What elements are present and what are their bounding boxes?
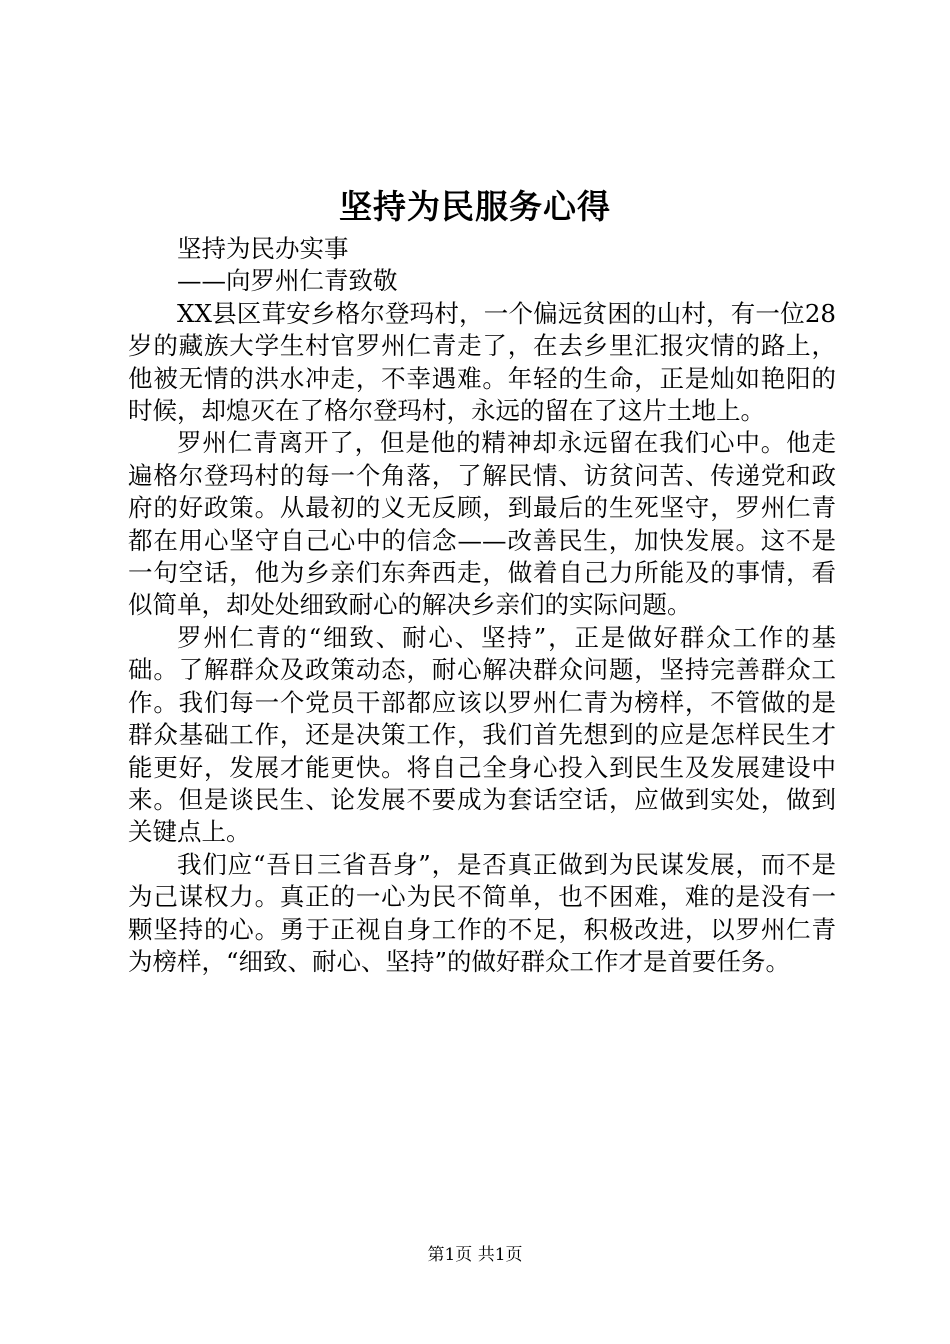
paragraph-1: XX县区茸安乡格尔登玛村，一个偏远贫困的山村，有一位28岁的藏族大学生村官罗州仁青走了，在去乡里汇报灾情的路上，他被无情的洪水冲走，不幸遇难。年轻的生命，正是灿如艳阳的时候，却熄灭在了格尔登玛村，永远的留在了这片土地上。 (128, 298, 836, 426)
paragraph-4: 我们应“吾日三省吾身”，是否真正做到为民谋发展，而不是为己谋权力。真正的一心为民不简单，也不困难，难的是没有一颗坚持的心。勇于正视自身工作的不足，积极改进，以罗州仁青为榜样，“细致、耐心、坚持”的做好群众工作才是首要任务。 (128, 849, 836, 976)
paragraph-subtitle: 坚持为民办实事 (177, 234, 349, 263)
page-number-footer: 第1页 共1页 (427, 1245, 523, 1265)
document-body (128, 233, 836, 978)
document-title: 坚持为民服务心得 (339, 187, 611, 226)
paragraph-3: 罗州仁青的“细致、耐心、坚持”，正是做好群众工作的基础。了解群众及政策动态，耐心解决群众问题，坚持完善群众工作。我们每一个党员干部都应该以罗州仁青为榜样，不管做的是群众基础工作，还是决策工作，我们首先想到的应是怎样民生才能更好，发展才能更快。将自己全身心投入到民生及发展建设中来。但是谈民生、论发展不要成为套话空话，应做到实处，做到关键点上。 (128, 622, 836, 847)
paragraph-dedication: ——向罗州仁青致敬 (177, 266, 398, 296)
paragraph-2: 罗州仁青离开了，但是他的精神却永远留在我们心中。他走遍格尔登玛村的每一个角落，了解民情、访贫问苦、传递党和政府的好政策。从最初的义无反顾，到最后的生死坚守，罗州仁青都在用心坚守自己心中的信念——改善民生，加快发展。这不是一句空话，他为乡亲们东奔西走，做着自己力所能及的事情，看似简单，却处处细致耐心的解决乡亲们的实际问题。 (128, 428, 836, 620)
